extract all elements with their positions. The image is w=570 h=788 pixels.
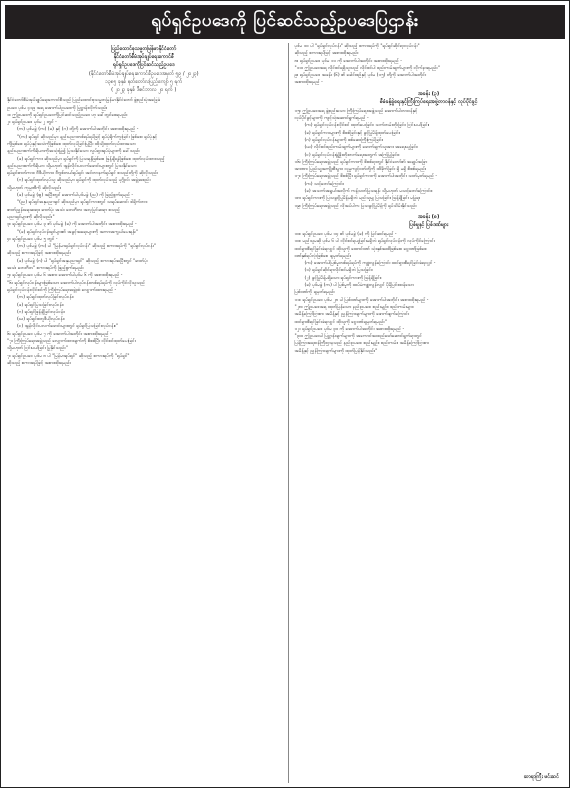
text-line: (ခ) ပုဒ်မခွဲ (က) ပါ ပြစ်မှုကို ထပ်မံကျူးလွန်လျှင် ပိုမိုပြင်းထန်သော bbox=[304, 283, 414, 289]
text-line: ၁။ ဤဥပဒေကို ရုပ်ရှင်ဥပဒေကိုပြင်ဆင်သည့်ဥပဒေ ဟု ခေါ်တွင်စေရမည်။ bbox=[7, 112, 128, 118]
text-line: ၁၈။ ရုပ်ရှင်ကားကို ပြသခွင့်ပြုမိန့်မရှိဘဲ မည်သူမျှ ပြသခြင်း၊ ဖြန့်ချိခြင်း မပြုရ။ bbox=[294, 196, 421, 202]
text-line: (ဂ) ရုပ်ရှင်ထုတ်လုပ်သူ ဆိုသည်မှာ ရုပ်ရှင်ကို ထုတ်လုပ်သည့် ပုဂ္ဂိုလ်၊ အဖွဲ့အစည်း bbox=[17, 178, 151, 184]
text-line: (က) ပုဒ်မခွဲ (က) (ခ) နှင့် (ဂ) တို့ကို အောက်ပါအတိုင်း အစားထိုးရမည် - bbox=[17, 127, 139, 133]
text-line: သို့မဟုတ် ငြင်းပယ်ခြင်း ပြုနိုင်သည်။" bbox=[7, 346, 68, 352]
text-line: "၃၀။ ဤဥပဒေပါ ပြဋ္ဌာန်းချက်များကို အကောင်အထည်ဖော်ဆောင်ရွက်ရာတွင် bbox=[294, 334, 422, 340]
text-line: ၇။ ရုပ်ရှင်ဥပဒေ ပုဒ်မ ၈ ပါ "မြန်မာရုပ်ရှင်" ဆိုသည့် စကားရပ်ကို "ရုပ်ရှင်" bbox=[7, 353, 130, 359]
text-line: (က) ရုပ်ရှင်ထုတ်လုပ်ခြင်းလုပ်ငန်း၊ bbox=[17, 295, 74, 301]
text-line: (က) ရုပ်ရှင်လုပ်ငန်းလိုင်စင် ထုတ်ပေးခြင်း၊ သက်တမ်းတိုးခြင်း၊ ငြင်းပယ်ခြင်း၊ bbox=[304, 123, 430, 129]
text-line: (က) သင့်တော်ကြောင်း၊ bbox=[304, 181, 345, 187]
right-bottom-text bbox=[294, 231, 563, 355]
text-line: အမိန့်နှင့် ညွှန်ကြားချက်များကို ထုတ်ပြန်နိုင်သည်။" bbox=[294, 348, 378, 354]
text-line: ထင်ရှားစီရင်ခြင်းခံရလျှင် ထိုသူကို ထောင်ဒဏ် သုံးနှစ်အထိဖြစ်စေ၊ ငွေဒဏ်ဖြစ်စေ bbox=[294, 246, 427, 252]
text-line: ၁၁။ ရုပ်ရှင်ဥပဒေ ပုဒ်မ ၂၈ ပါ ပြစ်ဒဏ်များကို အောက်ပါအတိုင်း အစားထိုးရမည် - bbox=[294, 297, 429, 303]
text-line: ကိုဖြစ်စေ ရုပ်ပုံနှင့်အသံကိုဖြစ်စေ ထုတ်လုပ်ခြင်းပြုပြီး ထိုသို့ထုတ်လုပ်ထားသော bbox=[7, 142, 136, 147]
text-line: "၇။ ကြီးကြပ်ရေးအဖွဲ့သည် လျှောက်ထားချက်ကို စိစစ်ပြီး လိုင်စင်ထုတ်ပေးခြင်း bbox=[7, 339, 136, 345]
text-line: ၃။ ရုပ်ရှင်ဥပဒေ ပုဒ်မ ၃ ၏ ပုဒ်မခွဲ (ခ) ကို အောက်ပါအတိုင်း အစားထိုးရမည် - bbox=[7, 222, 137, 228]
chapter-3-subtitle: စီမံခန့်ခွဲရေးနှင့်ကြီးကြပ်ရေးအဖွဲ့တာဝန်နှင့် လုပ်ပိုင်ခွင့် bbox=[379, 98, 478, 105]
text-line: (ဃ) ရုပ်ရှင်စတူဒီယိုလုပ်ငန်း၊ bbox=[17, 317, 65, 323]
text-line: (ခ) အသက်အရွယ်အလိုက် ကန့်သတ်ပြသရန်၊ သို့မဟုတ် မသင့်တော်ကြောင်း။ bbox=[304, 189, 433, 195]
law-title-banner: ရုပ်ရှင်ဥပဒေကို ပြင်ဆင်သည့်ဥပဒေပြဌာန်း bbox=[5, 5, 565, 39]
left-body-text bbox=[7, 97, 280, 367]
text-line: ၁၅။ ဤဥပဒေအရ ဖွဲ့စည်းသော ကြီးကြပ်ရေးအဖွဲ့သည် အောက်ပါတာဝန်နှင့် bbox=[294, 108, 418, 114]
text-line: ဒဏ်နှစ်ရပ်လုံးဖြစ်စေ ချမှတ်ရမည်။ bbox=[294, 253, 352, 259]
text-line: (ခ) ရုပ်ရှင်ပြသခြင်းလုပ်ငန်း၊ bbox=[17, 302, 64, 308]
text-line: (က) အောက်ပါပြစ်မှုတစ်ရပ်ရပ်ကို ကျူးလွန်ကြောင်း ထင်ရှားစီရင်ခြင်းခံရလျှင် - bbox=[304, 261, 436, 267]
text-line: "၆။ ရုပ်ရှင်လုပ်ငန်းများဖြစ်သော အောက်ပါလုပ်ငန်းတစ်ရပ်ရပ်ကို လုပ်ကိုင်လိုသူသည် bbox=[7, 280, 145, 286]
text-line: ၄။ ရုပ်ရှင်ဥပဒေ ပုဒ်မ ၅ တွင် - bbox=[7, 236, 58, 242]
right-column bbox=[288, 43, 563, 783]
text-line: ဆိုသည့် စကားရပ်ဖြင့် အစားထိုးရမည်။ bbox=[294, 51, 359, 57]
text-line: ဆိုသည့် စကားရပ်ဖြင့် အစားထိုးရမည်။ bbox=[7, 251, 72, 257]
header-line-3: ရုပ်ရှင်ဥပဒေကိုပြင်ဆင်သည့်ဥပဒေ bbox=[112, 62, 175, 69]
text-line: (က) ပုဒ်မခွဲ (က) ပါ "မြန်မာရုပ်ရှင်လုပ်ငန်း" ဆိုသည့် စကားရပ်ကို "ရုပ်ရှင်လုပ်ငန်း" bbox=[17, 244, 156, 250]
text-line: ၁၀။ မည်သူမဆို ပုဒ်မ ၆ ပါ လိုင်စင်ရယူခြင်းမရှိဘဲ ရုပ်ရှင်လုပ်ငန်းကို လုပ်ကိုင်ကြောင်း bbox=[294, 239, 435, 245]
chapter-8-title: အခန်း (၈) bbox=[418, 213, 440, 220]
text-line: ဥပဒေ ပုဒ်မ ၄၁၉ အရ အောက်ပါဥပဒေကို ပြဋ္ဌာန်းလိုက်သည်။ bbox=[7, 105, 108, 111]
header-line-6: ( ၂၀၂၃ ခုနှစ် ဒီဇင်ဘာလ ၂၀ ရက် ) bbox=[111, 87, 177, 94]
text-line: နည်းပညာစက်ကိရိယာကိုအသုံးပြု၍ ပြသနိုင်သော လှုပ်ရှားရုပ်ပုံများကို ခေါ်သည်။ bbox=[7, 149, 141, 155]
text-line: "(က) ရုပ်ရှင် ဆိုသည်မှာ နည်းပညာတစ်ရပ်ရပ်ဖြင့် ရုပ်ပုံရိုက်ကူးခြင်း ဖြစ်စေ၊ ရုပ်ပုံနှင့် bbox=[17, 134, 158, 140]
text-line: (၂) ခွင့်ပြုမိန့်မရှိသော ရုပ်ရှင်ကားကို ဖြန့်ချိခြင်း၊ bbox=[304, 275, 382, 281]
text-line: (ဂ) ရုပ်ရှင်လုပ်ငန်းများကို စစ်ဆေးကြီးကြပ်ခြင်း၊ bbox=[304, 137, 384, 143]
chapter-3-title: အခန်း (၃) bbox=[418, 90, 440, 97]
text-line: ၁၇။ ကြီးကြပ်ရေးအဖွဲ့သည် စိစစ်ပြီး ရုပ်ရှင်ကားကို အောက်ပါအတိုင်း သတ်မှတ်ရမည် - bbox=[294, 174, 438, 180]
text-line: (င) ရုပ်ရှင်လုပ်ငန်းဖွံ့ဖြိုးတိုးတက်ရေးအတွက် အကြံပြုခြင်း။ bbox=[304, 152, 400, 158]
text-line: "၁၁။ ဤဥပဒေအရ လိုင်စင်ရရှိသူသည် လိုင်စင်ပါ စည်းကမ်းချက်များကို လိုက်နာရမည်။" bbox=[294, 65, 440, 71]
text-line: (ခ) ရုပ်ရှင်ကားများကို စိစစ်ခြင်းနှင့် ခွင့်ပြုမိန့်ထုတ်ပေးခြင်း၊ bbox=[304, 130, 401, 136]
text-line: ဇာတ်ညွှန်းရေးဆရာ၊ ဓာတ်ပုံ၊ အသံ၊ တေးဂီတ၊ အလှပြင်ဆရာ စသည့် bbox=[7, 207, 120, 213]
text-line: "(ည) ရုပ်ရှင်အနုပညာရှင် ဆိုသည်မှာ ရုပ်ရှင်ကားတွင် သရုပ်ဆောင်၊ ဒါရိုက်တာ၊ bbox=[17, 200, 148, 206]
text-line: ရုပ်ရှင်ဇာတ်ကား၊ ဗီဒီယိုကား၊ ဒီဂျစ်တယ်ရုပ်ရှင်၊ အင်တာနက်ရုပ်ရှင် စသည်တို့ကို ဆိုလိုသည်။ bbox=[7, 171, 159, 177]
text-line: အစားထိုးရမည် - bbox=[294, 80, 323, 86]
chapter-3-heading bbox=[294, 90, 563, 106]
text-line: နည်းပညာစက်ကိရိယာ သို့မဟုတ် အွန်လိုင်းပလက်ဖောင်းများတွင် ပြသနိုင်သော bbox=[7, 163, 137, 169]
text-line: ပြစ်ဒဏ်ကို ချမှတ်ရမည်။ bbox=[294, 290, 335, 296]
text-line: (ဃ) လိုင်စင်စည်းကမ်းချက်များကို ဖောက်ဖျက်သူအား အရေးယူခြင်း၊ bbox=[304, 145, 418, 151]
text-line: ၂။ ရုပ်ရှင်ဥပဒေ ပုဒ်မ ၂ တွင် - bbox=[7, 120, 57, 126]
text-line: ပြန်ကြားရေးဝန်ကြီးဌာနသည် နည်းဥပဒေ၊ စည်းမျဉ်း၊ စည်းကမ်း၊ အမိန့်ကြော်ငြာစာ၊ bbox=[294, 341, 429, 347]
text-line: နိုင်ငံတော်စီမံအုပ်ချုပ်ရေးကောင်စီသည် ပြည်ထောင်စုသမ္မတမြန်မာနိုင်ငံတော် ဖွဲ့စည်းပုံအခြေခံ bbox=[7, 98, 161, 104]
text-line: ၁၆။ ကြီးကြပ်ရေးအဖွဲ့သည် ရုပ်ရှင်ကားကို စိစစ်ရာတွင် နိုင်ငံတော်၏ အချုပ်အခြာ bbox=[294, 159, 428, 165]
law-header-block bbox=[7, 45, 280, 94]
text-line: သို့မဟုတ် ကုမ္ပဏီကို ဆိုလိုသည်။ bbox=[7, 185, 62, 191]
text-line: "(ခ) ရုပ်ရှင်လုပ်ငန်းရှင်များ၏ အခွင့်အရေးများကို အကာအကွယ်ပေးရန်။" bbox=[17, 229, 139, 235]
text-line: အမိန့်ကြော်ငြာစာ၊ အမိန့်နှင့် ညွှန်ကြားချက်များကို ဖောက်ဖျက်ကြောင်း bbox=[294, 312, 410, 318]
signature: ဆာရာကြီး မင်းဆင် bbox=[523, 774, 559, 780]
text-line: အာဏာ၊ ပြည်သူ့အကျိုးစီးပွား၊ လူမှုကျင့်ဝတ်တို့ကို ထိခိုက်ခြင်း ရှိ မရှိ စိစစ်ရမည်။ bbox=[294, 167, 427, 173]
text-line: ပညာရှင်များကို ဆိုလိုသည်။" bbox=[7, 214, 55, 220]
text-line: ပုဒ်မ ၁၀ ပါ "ရုပ်ရှင်လုပ်ငန်း" ဆိုသည့် စကားရပ်ကို "ရုပ်ရှင်ဆိုင်ရာလုပ်ငန်း" bbox=[294, 44, 420, 49]
text-line: ၁၉။ ကြီးကြပ်ရေးအဖွဲ့သည် လိုအပ်ပါက ပြသခွင့်ပြုမိန့်ကို ရုပ်သိမ်းနိုင်သည်။ bbox=[294, 203, 417, 209]
text-line: လုပ်ပိုင်ခွင့်များကို ကျင့်သုံးဆောင်ရွက်ရမည် - bbox=[294, 116, 369, 122]
text-line: ၆။ ရုပ်ရှင်ဥပဒေ ပုဒ်မ ၇ ကို အောက်ပါအတိုင်း အစားထိုးရမည် - bbox=[7, 331, 112, 337]
text-line: ၅။ ရုပ်ရှင်ဥပဒေ ပုဒ်မ ၆ အစား အောက်ပါပုဒ်မ ၆ ကို အစားထိုးရမည် - bbox=[7, 273, 123, 279]
text-line: (၁) ရုပ်ရှင်ဆိုင်ရာလိုင်စင်မရှိဘဲ ပြသခြင်း၊ bbox=[304, 268, 373, 274]
text-line: ၁၂။ ရုပ်ရှင်ဥပဒေ ပုဒ်မ ၃၀ ကို အောက်ပါအတိုင်း အစားထိုးရမည် - bbox=[294, 326, 405, 332]
header-line-4: (နိုင်ငံတော်စီမံအုပ်ချုပ်ရေးကောင်စီဥပဒေအမှတ် ၅၉ / ၂၀၂၃) bbox=[88, 70, 199, 77]
text-line: (င) အွန်လိုင်းပလက်ဖောင်းများတွင် ရုပ်ရှင်ပြသခြင်းလုပ်ငန်း။" bbox=[17, 324, 119, 330]
header-line-1: ပြည်ထောင်စုသမ္မတမြန်မာနိုင်ငံတော် bbox=[111, 46, 177, 52]
text-line: ဆိုသည့် စကားရပ်ဖြင့် အစားထိုးရမည်။ bbox=[7, 360, 72, 366]
text-line: အသံ၊ တေးဂီတ" စကားရပ်ကို ဖြည့်စွက်ရမည်။ bbox=[7, 266, 85, 272]
text-line: ၁၀။ ရုပ်ရှင်ဥပဒေ ပုဒ်မ ၁၄ ၏ ပုဒ်မခွဲ (ခ) ကို ပြင်ဆင်ရမည် - bbox=[294, 231, 397, 237]
header-line-2: နိုင်ငံတော်စီမံအုပ်ချုပ်ရေးကောင်စီ bbox=[113, 54, 174, 61]
right-top-text bbox=[294, 43, 563, 87]
text-line: (ခ) ပုဒ်မခွဲ (ဂ) ပါ "ရုပ်ရှင်အနုပညာရှင်" ဆိုသည့် စကားရပ်အပြီးတွင် "ဓာတ်ပုံ၊ bbox=[17, 258, 148, 264]
article-columns bbox=[7, 43, 563, 783]
text-line: ၉။ ရုပ်ရှင်ဥပဒေ အခန်း (၆) ၏ ခေါင်းစဉ်နှင့် ပုဒ်မ (၁၅) တို့ကို အောက်ပါအတိုင်း bbox=[294, 73, 427, 79]
text-line: ၈။ ရုပ်ရှင်ဥပဒေ ပုဒ်မ ၁၁ ကို အောက်ပါအတိုင်း အစားထိုးရမည် - bbox=[294, 58, 402, 64]
left-column bbox=[7, 43, 280, 783]
chapter-8-subtitle: ပြစ်မှုနှင့် ပြစ်ဒဏ်များ bbox=[409, 221, 449, 228]
header-line-5: ၁၃၈၅ ခုနှစ် နတ်တော်လပြည့်ကျော် ၅ ရက် bbox=[105, 78, 183, 85]
text-line: (ဂ) ရုပ်ရှင်ဖြန့်ချိခြင်းလုပ်ငန်း၊ bbox=[17, 309, 66, 315]
text-line: ရုပ်ရှင်လုပ်ငန်းလိုင်စင်ကို ကြီးကြပ်ရေးအဖွဲ့ထံ လျှောက်ထားရမည် - bbox=[7, 287, 117, 293]
right-middle-text bbox=[294, 108, 563, 210]
chapter-8-heading bbox=[294, 213, 563, 229]
text-line: (ခ) ပုဒ်မခွဲ (ဈ) အပြီးတွင် အောက်ပါပုဒ်မခွဲ (ည) ကို ဖြည့်စွက်ရမည် - bbox=[17, 193, 134, 199]
text-line: (ခ) ရုပ်ရှင်ကား ဆိုသည်မှာ ရုပ်ရှင်ကို ပြသရန်ဖြစ်စေ၊ ဖြန့်ချိရန်ဖြစ်စေ ထုတ်လုပ်ထားသည့် bbox=[17, 156, 165, 162]
text-line: "၂၈။ ဤဥပဒေအရ ထုတ်ပြန်သော နည်းဥပဒေ၊ စည်းမျဉ်း၊ စည်းကမ်းများ၊ bbox=[294, 304, 414, 310]
text-line: ထင်ရှားစီရင်ခြင်းခံရလျှင် ထိုသူကို ငွေဒဏ်ချမှတ်ရမည်။" bbox=[294, 319, 387, 325]
